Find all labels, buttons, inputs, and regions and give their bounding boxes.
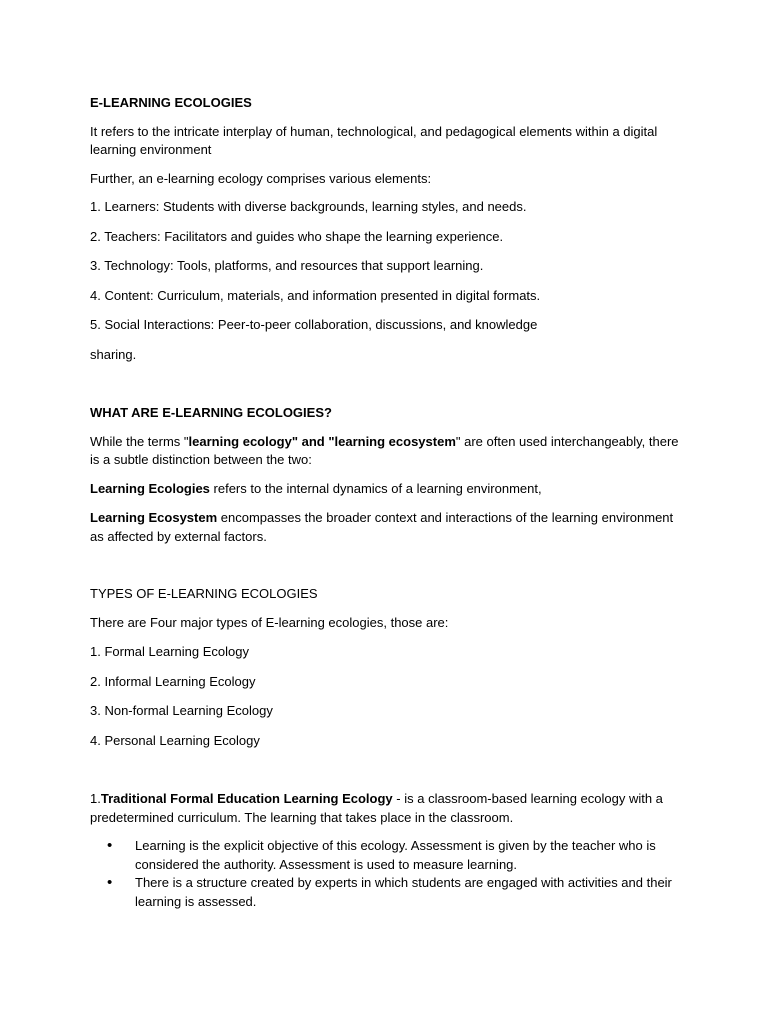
intro-paragraph: It refers to the intricate interplay of human, technological, and pedagogical elements within a digital learning environment [90, 123, 658, 157]
type-non-formal: 3. Non-formal Learning Ecology [90, 703, 273, 718]
element-social-interactions-tail: sharing. [90, 346, 137, 362]
learning-ecologies-definition [90, 480, 690, 499]
distinction-paragraph [90, 433, 690, 470]
learning-ecosystem-definition [90, 509, 690, 546]
distinction-post: " are often used interchangeably, there is a subtle distinction between the two: [90, 433, 679, 467]
distinction-pre: While the terms " [90, 433, 189, 449]
heading-what-are: WHAT ARE E-LEARNING ECOLOGIES? [90, 405, 332, 420]
bullet-item: • Learning is the explicit objective of this ecology. Assessment is given by the teacher who is considered the authority. Assessment is used to measure learning. [135, 837, 690, 874]
distinction-terms: learning ecology" and "learning ecosystem [188, 433, 456, 449]
element-teachers: 2. Teachers: Facilitators and guides who shape the learning experience. [90, 228, 504, 244]
traditional-number: 1. [90, 791, 101, 806]
learning-ecologies-term: Learning Ecologies [90, 480, 210, 496]
bullet-list [90, 837, 690, 911]
element-technology: 3. Technology: Tools, platforms, and resources that support learning. [90, 258, 484, 273]
element-learners: 1. Learners: Students with diverse backgrounds, learning styles, and needs. [90, 199, 527, 214]
bullet-item: • There is a structure created by experts in which students are engaged with activities and their learning is assessed. [135, 874, 690, 911]
types-intro: There are Four major types of E-learning ecologies, those are: [90, 614, 449, 630]
traditional-formal-paragraph [90, 790, 690, 827]
traditional-text: - is a classroom-based learning ecology with a predetermined curriculum. The learning that takes place in the classroom. [90, 791, 663, 825]
heading-e-learning-ecologies: E-LEARNING ECOLOGIES [90, 95, 252, 110]
type-personal: 4. Personal Learning Ecology [90, 732, 260, 748]
type-formal: 1. Formal Learning Ecology [90, 644, 249, 659]
document-body [90, 94, 690, 911]
learning-ecosystem-text: encompasses the broader context and interactions of the learning environment as affected by external factors. [90, 510, 674, 544]
heading-types: TYPES OF E-LEARNING ECOLOGIES [90, 586, 318, 601]
elements-intro: Further, an e-learning ecology comprises various elements: [90, 170, 432, 186]
type-informal: 2. Informal Learning Ecology [90, 673, 256, 689]
element-social-interactions: 5. Social Interactions: Peer-to-peer collaboration, discussions, and knowledge [90, 317, 538, 332]
learning-ecologies-text: refers to the internal dynamics of a learning environment, [209, 480, 542, 496]
element-content: 4. Content: Curriculum, materials, and information presented in digital formats. [90, 287, 541, 303]
learning-ecosystem-term: Learning Ecosystem [90, 510, 218, 525]
traditional-term: Traditional Formal Education Learning Ecology [100, 791, 393, 806]
